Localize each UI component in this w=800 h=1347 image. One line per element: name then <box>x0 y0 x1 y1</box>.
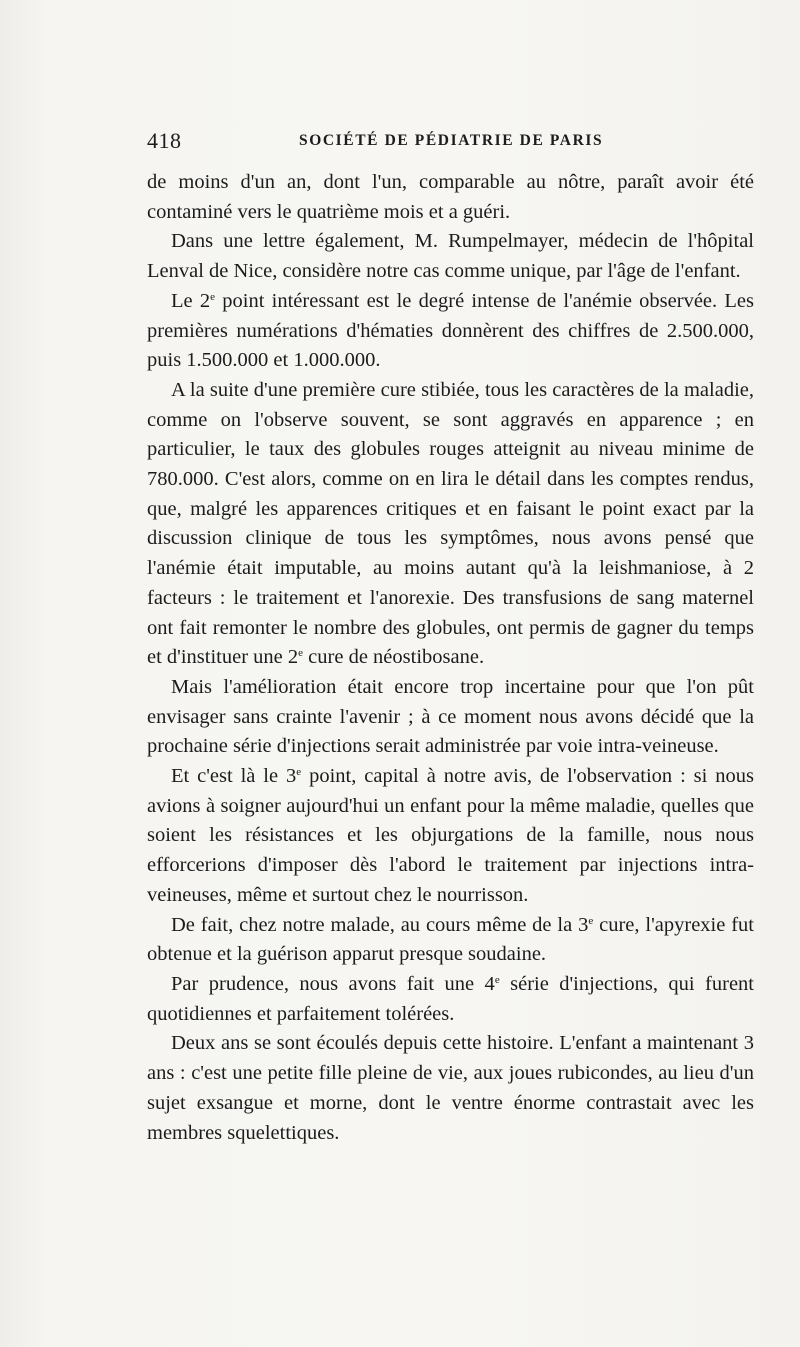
paragraph-outcome: Deux ans se sont écoulés depuis cette histoire. L'enfant a maintenant 3 ans : c'est une petite fille pleine de vie, aux joues rubicondes, au lieu d'un sujet exsangue et morne, dont le ventre énorme contrastait avec les membres squelettiques. <box>147 1032 754 1144</box>
superscript: e <box>494 973 500 986</box>
superscript: e <box>210 290 216 303</box>
paragraph-fourth-series: Par prudence, nous avons fait une 4e série d'injections, qui furent quotidiennes et parfaitement tolérées. <box>147 972 754 1025</box>
superscript: e <box>298 647 304 660</box>
paragraph-continuation: de moins d'un an, dont l'un, comparable au nôtre, paraît avoir été contaminé vers le quatrième mois et a guéri. <box>147 171 754 223</box>
superscript: e <box>588 914 594 927</box>
paragraph-third-point: Et c'est là le 3e point, capital à notre avis, de l'observation : si nous avions à soigner aujourd'hui un enfant pour la même maladie, quelles que soient les résistances et les objurgations de la famille, nous nous efforcerions d'imposer dès l'abord le traitement par injections intra-veineuses, même et surtout chez le nourrisson. <box>147 765 754 906</box>
superscript: e <box>296 766 302 779</box>
paragraph-third-cure: De fait, chez notre malade, au cours même de la 3e cure, l'apyrexie fut obtenue et la guérison apparut presque soudaine. <box>147 913 754 966</box>
body-text <box>147 168 754 1148</box>
running-title: SOCIÉTÉ DE PÉDIATRIE DE PARIS <box>299 132 604 149</box>
paragraph-intravenous-decision: Mais l'amélioration était encore trop incertaine pour que l'on pût envisager sans crainte l'avenir ; à ce moment nous avons décidé que la prochaine série d'injections serait administrée par voie intra-veineuse. <box>147 675 754 758</box>
paragraph-second-point-anemia: Le 2e point intéressant est le degré intense de l'anémie observée. Les premières numérations d'hématies donnèrent des chiffres de 2.500.000, puis 1.500.000 et 1.000.000. <box>147 289 754 372</box>
paragraph-first-cure: A la suite d'une première cure stibiée, tous les caractères de la maladie, comme on l'observe souvent, se sont aggravés en apparence ; en particulier, le taux des globules rouges atteignit au niveau minime de 780.000. C'est alors, comme on en lira le détail dans les comptes rendus, que, malgré les apparences critiques et en faisant le point exact par la discussion clinique de tous les symptômes, nous avons pensé que l'anémie était imputable, au moins autant qu'à la leishmaniose, à 2 facteurs : le traitement et l'anorexie. Des transfusions de sang maternel ont fait remonter le nombre des globules, ont permis de gagner du temps et d'instituer une 2e cure de néostibosane. <box>147 378 754 669</box>
page-number: 418 <box>147 128 182 153</box>
paragraph-rumpelmayer-letter: Dans une lettre également, M. Rumpelmayer, médecin de l'hôpital Lenval de Nice, considère notre cas comme unique, par l'âge de l'enfant. <box>147 230 754 283</box>
running-head <box>147 128 607 156</box>
